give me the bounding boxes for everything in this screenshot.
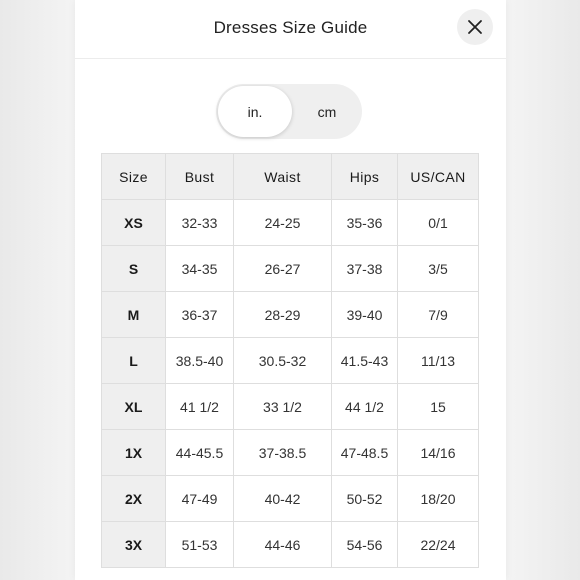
hips-cell: 35-36: [332, 200, 398, 246]
waist-cell: 37-38.5: [234, 430, 332, 476]
us-can-cell: 22/24: [398, 522, 479, 568]
bust-cell: 47-49: [166, 476, 234, 522]
us-can-cell: 18/20: [398, 476, 479, 522]
table-row: [102, 384, 479, 430]
backdrop-left: [0, 0, 75, 580]
unit-option-inches[interactable]: in.: [218, 86, 292, 137]
bust-cell: 34-35: [166, 246, 234, 292]
unit-toggle: [216, 84, 362, 139]
bust-cell: 32-33: [166, 200, 234, 246]
table-row: [102, 246, 479, 292]
size-table: [101, 153, 479, 568]
table-header-row: [102, 154, 479, 200]
bust-cell: 44-45.5: [166, 430, 234, 476]
column-header-size: Size: [102, 154, 166, 200]
size-cell: 2X: [102, 476, 166, 522]
hips-cell: 50-52: [332, 476, 398, 522]
column-header-us-can: US/CAN: [398, 154, 479, 200]
us-can-cell: 0/1: [398, 200, 479, 246]
bust-cell: 36-37: [166, 292, 234, 338]
us-can-cell: 11/13: [398, 338, 479, 384]
waist-cell: 30.5-32: [234, 338, 332, 384]
size-cell: S: [102, 246, 166, 292]
table-row: [102, 522, 479, 568]
table-row: [102, 292, 479, 338]
size-cell: L: [102, 338, 166, 384]
waist-cell: 40-42: [234, 476, 332, 522]
size-guide-modal: [75, 0, 506, 580]
modal-header: [75, 0, 506, 59]
size-cell: XL: [102, 384, 166, 430]
table-row: [102, 338, 479, 384]
us-can-cell: 14/16: [398, 430, 479, 476]
bust-cell: 38.5-40: [166, 338, 234, 384]
size-cell: 1X: [102, 430, 166, 476]
size-cell: M: [102, 292, 166, 338]
hips-cell: 44 1/2: [332, 384, 398, 430]
column-header-bust: Bust: [166, 154, 234, 200]
hips-cell: 54-56: [332, 522, 398, 568]
bust-cell: 51-53: [166, 522, 234, 568]
hips-cell: 39-40: [332, 292, 398, 338]
us-can-cell: 15: [398, 384, 479, 430]
close-button[interactable]: [457, 9, 493, 45]
us-can-cell: 7/9: [398, 292, 479, 338]
column-header-waist: Waist: [234, 154, 332, 200]
waist-cell: 24-25: [234, 200, 332, 246]
hips-cell: 37-38: [332, 246, 398, 292]
table-row: [102, 430, 479, 476]
table-row: [102, 476, 479, 522]
us-can-cell: 3/5: [398, 246, 479, 292]
waist-cell: 44-46: [234, 522, 332, 568]
size-cell: XS: [102, 200, 166, 246]
column-header-hips: Hips: [332, 154, 398, 200]
unit-option-cm[interactable]: cm: [317, 103, 337, 120]
backdrop-right: [506, 0, 580, 580]
hips-cell: 41.5-43: [332, 338, 398, 384]
close-icon: [467, 19, 483, 35]
table-row: [102, 200, 479, 246]
size-cell: 3X: [102, 522, 166, 568]
waist-cell: 33 1/2: [234, 384, 332, 430]
bust-cell: 41 1/2: [166, 384, 234, 430]
hips-cell: 47-48.5: [332, 430, 398, 476]
waist-cell: 28-29: [234, 292, 332, 338]
waist-cell: 26-27: [234, 246, 332, 292]
modal-title: Dresses Size Guide: [213, 18, 368, 37]
